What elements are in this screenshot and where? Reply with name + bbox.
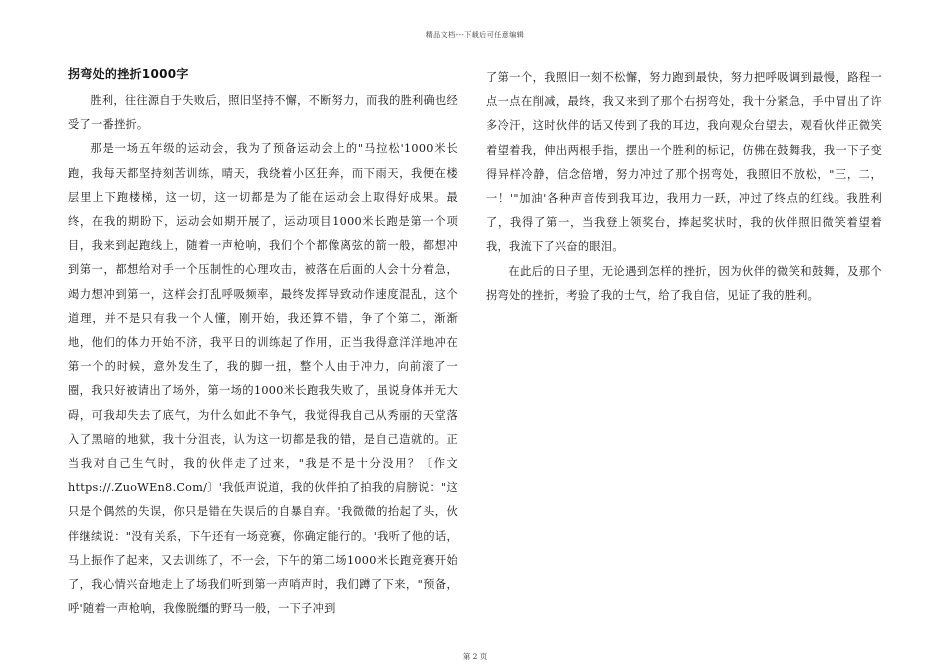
paragraph-2-continued: 了第一个，我照旧一刻不松懈，努力跑到最快，努力把呼吸调到最慢，路程一点一点在削减，最终，我又来到了那个右拐弯处，我十分紧急，手中冒出了许多冷汗，这时伙伴的话又传到了我的耳边，我向观众台望去，观看伙伴正微笑着望着我，伸出两根手指，摆出一个胜利的标记，仿佛在鼓舞我，我一下子变得异样冷静，信念倍增，努力冲过了那个拐弯处，我照旧不放松，"三，二，一！'"加油'各种声音传到我耳边，我用力一跃，冲过了终点的红线。我胜利了，我得了第一，当我登上领奖台，捧起奖状时，我的伙伴照旧微笑着望着我，我流下了兴奋的眼泪。 <box>486 71 882 254</box>
paragraph-2: 那是一场五年级的运动会，我为了预备运动会上的"马拉松'1000米长跑，我每天都坚持刻苦训练，晴天，我绕着小区狂奔，而下雨天，我便在楼层里上下跑楼梯，这一切，这一切都是为了能在运动会上取得好成果。最终，在我的期盼下，运动会如期开展了，运动项目1000米长跑是第一个项目，我来到起跑线上，随着一声枪响，我们个个都像离弦的箭一般，都想冲到第一，都想给对手一个压制性的心理攻击，被落在后面的人会十分着急，竭力想冲到第一，这样会打乱呼吸频率，最终发挥导致动作速度混乱，这个道理，并不是只有我一个人懂，刚开始，我还算不错，争了个第二，渐渐地，他们的体力开始不济，我平日的训练起了作用，正当我得意洋洋地冲在第一个的时候，意外发生了，我的脚一扭，整个人由于冲力，向前滚了一圈，我只好被请出了场外，第一场的1000米长跑我失败了，虽说身体并无大碍，可我却失去了底气，为什么如此不争气，我觉得我自己从秀丽的天堂落入了黑暗的地狱，我十分沮丧，认为这一切都是我的错，是自己造就的。正当我对自己生气时，我的伙伴走了过来，"我是不是十分没用？〔作文https://.ZuoWEn8.Com/〕'我低声说道，我的伙伴拍了拍我的肩膀说："这只是个偶然的失误，你只是错在失误后的自暴自弃。'我微微的抬起了头，伙伴继续说："没有关系，下午还有一场竞赛，你确定能行的。'我听了他的话，马上振作了起来，又去训练了，不一会，下午的第二场1000米长跑竞赛开始了，我心情兴奋地走上了场我们听到第一声哨声时，我们蹲了下来，"预备，呼'随着一声枪响，我像脱缰的野马一般，一下子冲到 <box>68 142 458 616</box>
page-header: 精品文档---下载后可任意编辑 <box>425 31 525 39</box>
page-number: 第 2 页 <box>462 652 488 661</box>
right-column <box>486 66 882 308</box>
left-column <box>68 66 458 621</box>
paragraph-1: 胜利，往往源自于失败后，照旧坚持不懈，不断努力，而我的胜利确也经受了一番挫折。 <box>68 94 458 132</box>
article-title: 拐弯处的挫折1000字 <box>68 67 189 81</box>
paragraph-3: 在此后的日子里，无论遇到怎样的挫折，因为伙伴的微笑和鼓舞，及那个拐弯处的挫折，考验了我的士气，给了我自信，见证了我的胜利。 <box>486 264 882 302</box>
